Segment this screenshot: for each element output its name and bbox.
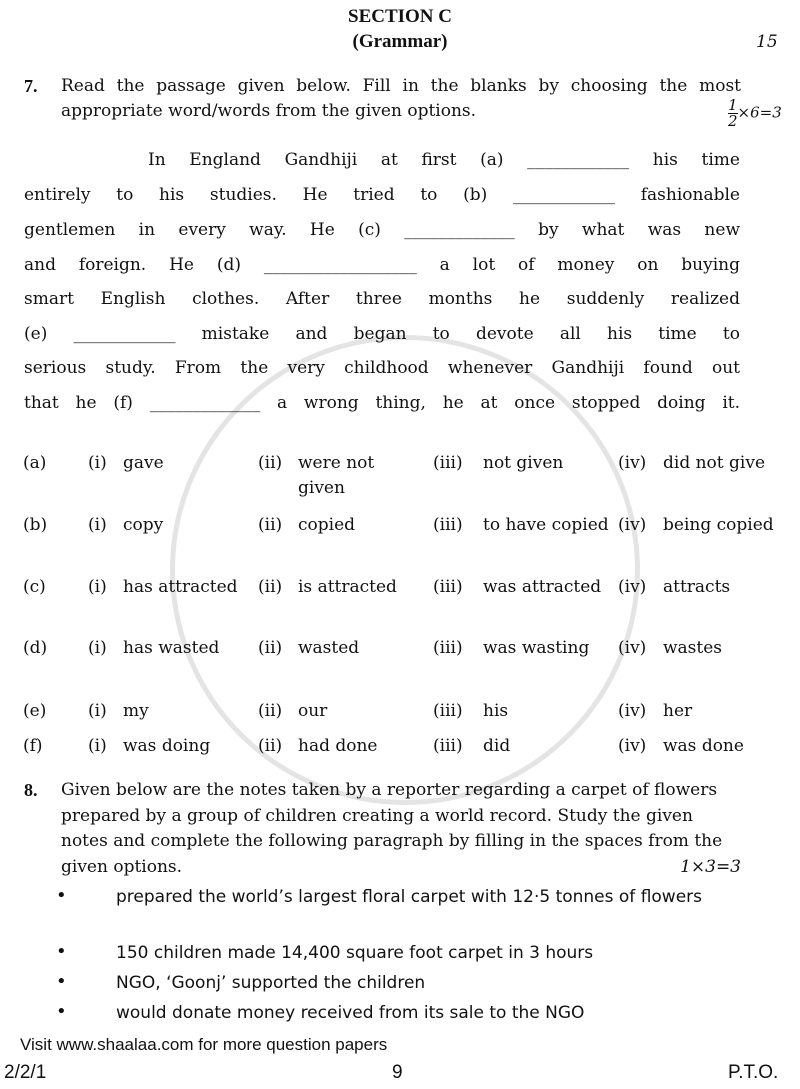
option-numeral: (iv)	[618, 736, 647, 756]
section-title: SECTION C	[348, 6, 452, 27]
option-numeral: (iii)	[433, 701, 463, 721]
option-row-label: (b)	[23, 515, 48, 535]
option-text[interactable]: is attracted	[298, 577, 397, 597]
option-text[interactable]: was wasting	[483, 638, 590, 658]
option-text[interactable]: copied	[298, 515, 356, 535]
option-numeral: (i)	[88, 453, 107, 473]
option-row-label: (e)	[23, 701, 47, 721]
note-item: NGO, ‘Goonj’ supported the children	[116, 973, 426, 993]
option-text[interactable]: attracts	[663, 577, 731, 597]
option-text[interactable]: gave	[123, 453, 164, 473]
passage-line: that he (f) _____________ a wrong thing, he at once stopped doing it.	[24, 393, 740, 413]
option-numeral: (ii)	[258, 736, 283, 756]
paper-code: 2/2/1	[4, 1062, 47, 1083]
option-numeral: (ii)	[258, 515, 283, 535]
option-numeral: (iv)	[618, 515, 647, 535]
question-number-7: 7.	[24, 76, 38, 96]
option-text[interactable]: her	[663, 701, 693, 721]
option-text[interactable]: my	[123, 701, 149, 721]
option-text[interactable]: has wasted	[123, 638, 220, 658]
option-numeral: (i)	[88, 701, 107, 721]
visit-link[interactable]: Visit www.shaalaa.com for more question papers	[20, 1035, 388, 1054]
option-text[interactable]: were not given	[298, 453, 375, 498]
note-item: prepared the world’s largest floral carpet with 12·5 tonnes of flowers	[116, 887, 703, 907]
passage-line: smart English clothes. After three months he suddenly realized	[24, 289, 740, 309]
option-text[interactable]: copy	[123, 515, 164, 535]
marks-rest: ×6=3	[737, 103, 782, 122]
bullet-icon: •	[56, 941, 67, 962]
option-text[interactable]: did not give	[663, 453, 766, 473]
option-text[interactable]: to have copied	[483, 515, 609, 535]
option-text[interactable]: had done	[298, 736, 378, 756]
option-numeral: (i)	[88, 515, 107, 535]
note-item: would donate money received from its sale to the NGO	[116, 1003, 585, 1023]
note-item: 150 children made 14,400 square foot carpet in 3 hours	[116, 943, 594, 963]
q7-instruction-line-1: Read the passage given below. Fill in the blanks by choosing the most	[61, 76, 741, 96]
passage-line: gentlemen in every way. He (c) _____________ by what was new	[24, 220, 740, 240]
option-numeral: (i)	[88, 736, 107, 756]
option-text[interactable]: was done	[663, 736, 744, 756]
option-row-label: (d)	[23, 638, 48, 658]
option-numeral: (ii)	[258, 453, 283, 473]
option-numeral: (iv)	[618, 701, 647, 721]
q8-instruction: Given below are the notes taken by a reporter regarding a carpet of flowers prepared by a group of children creating a world record. Study the given notes and complete the following paragraph by filling in the spaces from the given options.	[61, 780, 723, 877]
option-numeral: (iii)	[433, 638, 463, 658]
option-numeral: (ii)	[258, 638, 283, 658]
section-subtitle: (Grammar)	[352, 31, 448, 52]
option-text[interactable]: wasted	[298, 638, 360, 658]
option-row-label: (f)	[23, 736, 43, 756]
option-text[interactable]: not given	[483, 453, 564, 473]
page-number: 9	[392, 1062, 403, 1083]
marks-denominator: 2	[728, 112, 738, 130]
option-numeral: (ii)	[258, 701, 283, 721]
option-text[interactable]: has attracted	[123, 577, 238, 597]
section-marks: 15	[756, 32, 778, 52]
option-text[interactable]: being copied	[663, 515, 774, 535]
q7-instruction-line-2: appropriate word/words from the given options.	[61, 101, 477, 121]
option-numeral: (iv)	[618, 453, 647, 473]
option-text[interactable]: was doing	[123, 736, 211, 756]
option-numeral: (iii)	[433, 515, 463, 535]
passage-line: In England Gandhiji at first (a) ____________ his time	[148, 150, 740, 170]
bullet-icon: •	[56, 885, 67, 906]
q8-instruction-block	[61, 778, 741, 880]
option-text[interactable]: was attracted	[483, 577, 602, 597]
option-row-label: (a)	[23, 453, 47, 473]
option-numeral: (i)	[88, 638, 107, 658]
option-numeral: (iv)	[618, 638, 647, 658]
option-numeral: (iii)	[433, 577, 463, 597]
marks-numerator: 1	[728, 96, 738, 114]
passage-line: and foreign. He (d) __________________ a lot of money on buying	[24, 255, 740, 275]
q7-marks	[728, 98, 782, 129]
passage-line: serious study. From the very childhood whenever Gandhiji found out	[24, 358, 740, 378]
option-numeral: (iii)	[433, 736, 463, 756]
option-row-label: (c)	[23, 577, 46, 597]
bullet-icon: •	[56, 1001, 67, 1022]
option-numeral: (iii)	[433, 453, 463, 473]
option-text[interactable]: our	[298, 701, 328, 721]
option-numeral: (iv)	[618, 577, 647, 597]
passage-line: (e) ____________ mistake and began to devote all his time to	[24, 324, 740, 344]
option-numeral: (ii)	[258, 577, 283, 597]
option-text[interactable]: his	[483, 701, 509, 721]
pto: P.T.O.	[728, 1062, 779, 1083]
question-number-8: 8.	[24, 780, 38, 800]
bullet-icon: •	[56, 971, 67, 992]
option-text[interactable]: wastes	[663, 638, 723, 658]
q8-marks: 1×3=3	[680, 856, 741, 877]
passage-line: entirely to his studies. He tried to (b) ____________ fashionable	[24, 185, 740, 205]
option-numeral: (i)	[88, 577, 107, 597]
option-text[interactable]: did	[483, 736, 511, 756]
